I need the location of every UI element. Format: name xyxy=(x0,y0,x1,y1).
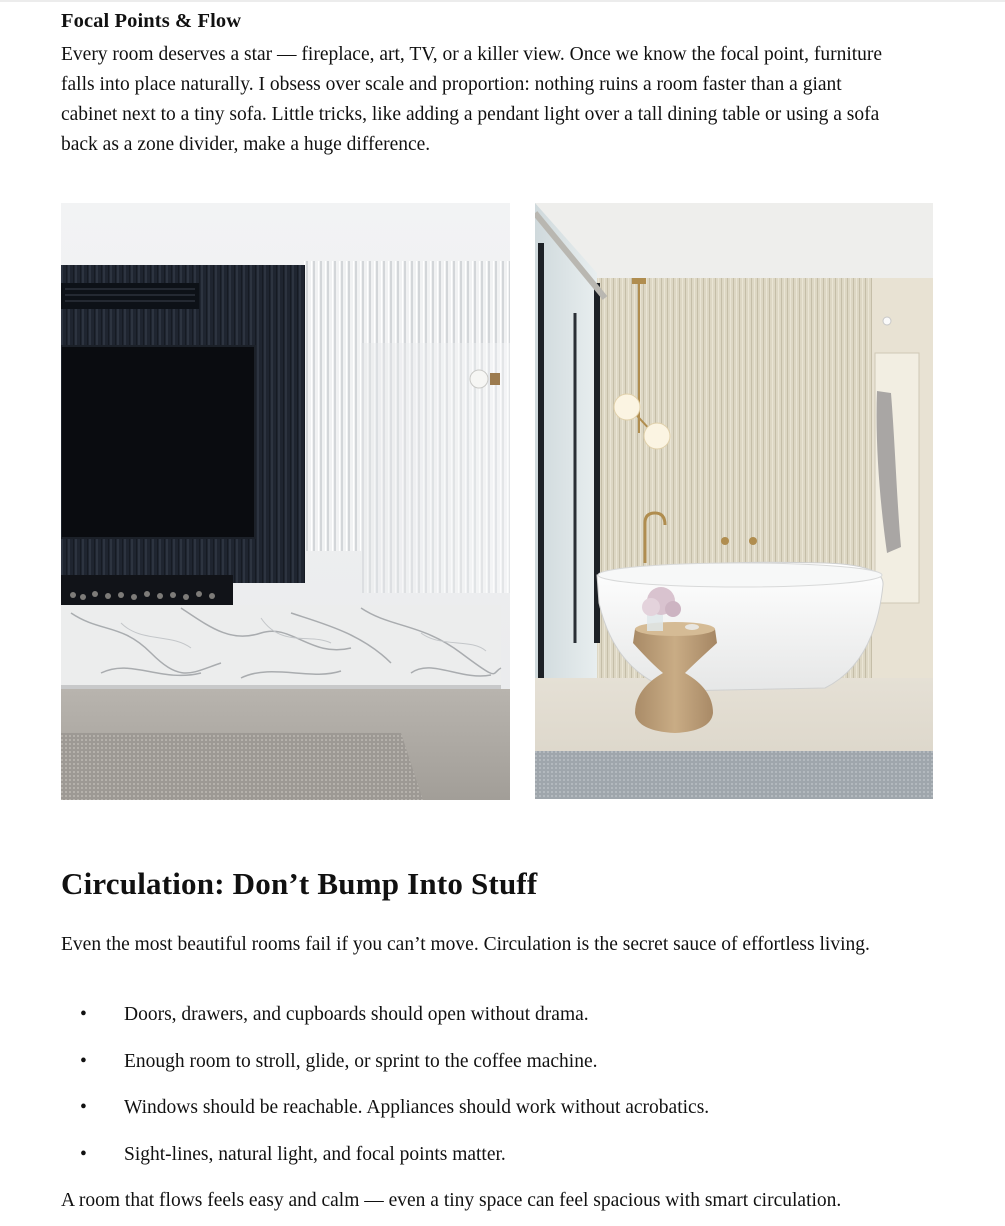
section-heading-focal-points: Focal Points & Flow xyxy=(61,10,242,32)
circulation-closing: A room that flows feels easy and calm — even a tiny space can feel spacious with smart circulation. xyxy=(61,1190,842,1211)
section-heading-circulation: Circulation: Don’t Bump Into Stuff xyxy=(61,866,538,901)
list-item-text: Sight-lines, natural light, and focal points matter. xyxy=(124,1143,506,1165)
bullet-icon: • xyxy=(80,1143,87,1165)
bullet-icon: • xyxy=(80,1004,87,1025)
bullet-icon: • xyxy=(80,1050,87,1072)
top-divider xyxy=(0,0,1005,2)
circulation-intro: Even the most beautiful rooms fail if you can’t move. Circulation is the secret sauce of effortless living. xyxy=(61,934,870,955)
list-item-text: Windows should be reachable. Appliances should work without acrobatics. xyxy=(124,1097,710,1118)
bullet-icon: • xyxy=(80,1097,87,1118)
living-room-photo xyxy=(61,203,510,800)
bathroom-photo xyxy=(535,203,933,799)
focal-points-paragraph: Every room deserves a star — fireplace, art, TV, or a killer view. Once we know the focal point, furniture falls into place naturally. I obsess over scale and proportion: nothing ruins a room faster than a giant cabinet next to a tiny sofa. Little tricks, like adding a pendant light over a tall dining table or using a sofa back as a zone divider, make a huge difference. xyxy=(61,44,883,155)
list-item-text: Enough room to stroll, glide, or sprint to the coffee machine. xyxy=(124,1050,598,1072)
list-item-text: Doors, drawers, and cupboards should open without drama. xyxy=(124,1004,589,1025)
